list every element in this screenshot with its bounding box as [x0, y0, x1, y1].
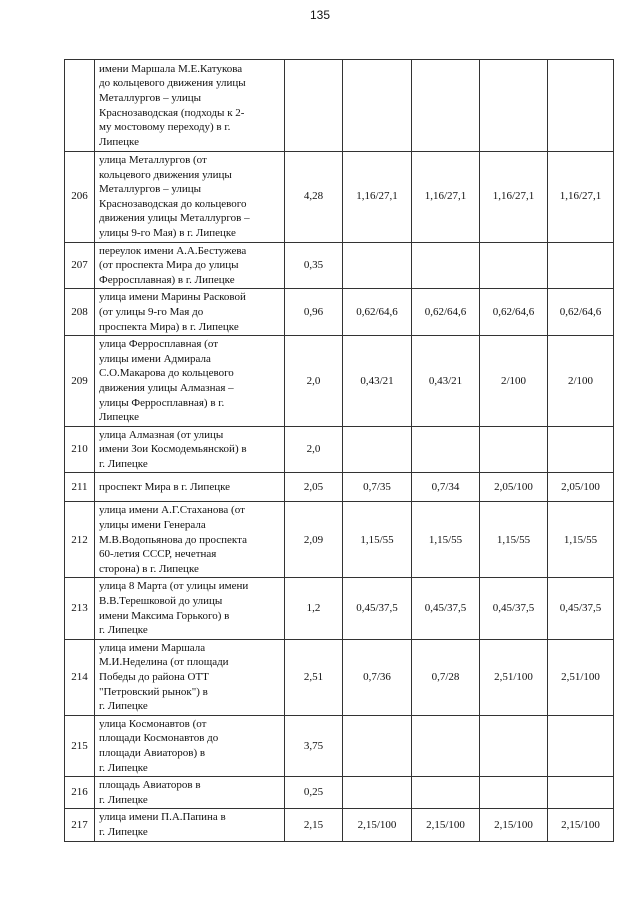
- value-cell-c5: 1,15/55: [548, 502, 614, 578]
- value-cell-c3: [412, 60, 480, 152]
- value-cell-c2: 1,15/55: [343, 502, 412, 578]
- street-name-line: г. Липецке: [99, 793, 148, 806]
- row-number-cell: 209: [65, 336, 95, 427]
- street-name-line: улица 8 Марта (от улицы имени: [99, 580, 249, 593]
- value-cell-c2: [343, 60, 412, 152]
- street-name-cell: [95, 152, 285, 243]
- value-cell-c4: [480, 426, 548, 473]
- street-name-line: до кольцевого движения улицы: [99, 77, 246, 90]
- value-cell-c3: 1,15/55: [412, 502, 480, 578]
- value-cell-c1: 1,2: [285, 578, 343, 639]
- value-cell-c1: 2,0: [285, 426, 343, 473]
- street-name-line: г. Липецке: [99, 825, 148, 838]
- table-row: [65, 426, 614, 473]
- table-row: [65, 639, 614, 715]
- value-cell-c5: [548, 242, 614, 289]
- table-row: [65, 242, 614, 289]
- value-cell-c4: 0,45/37,5: [480, 578, 548, 639]
- value-cell-c1: 2,51: [285, 639, 343, 715]
- row-number-cell: 208: [65, 289, 95, 336]
- value-cell-c2: 0,62/64,6: [343, 289, 412, 336]
- street-name-cell: [95, 639, 285, 715]
- street-name-line: сторона) в г. Липецке: [99, 562, 199, 575]
- street-name-line: улицы имени Генерала: [99, 519, 206, 532]
- value-cell-c5: [548, 715, 614, 776]
- street-name-line: г. Липецке: [99, 700, 148, 713]
- value-cell-c5: [548, 60, 614, 152]
- value-cell-c1: 0,25: [285, 777, 343, 809]
- street-name-cell: [95, 473, 285, 502]
- row-number-cell: 213: [65, 578, 95, 639]
- street-name-line: му мостовому переходу) в г.: [99, 121, 231, 134]
- value-cell-c2: 0,45/37,5: [343, 578, 412, 639]
- table-row: [65, 473, 614, 502]
- street-name-line: улица Металлургов (от: [99, 154, 207, 166]
- street-name-line: г. Липецке: [99, 624, 148, 637]
- value-cell-c3: 2,15/100: [412, 809, 480, 841]
- street-name-line: С.О.Макарова до кольцевого: [99, 367, 234, 380]
- value-cell-c3: 1,16/27,1: [412, 152, 480, 243]
- value-cell-c4: 1,15/55: [480, 502, 548, 578]
- table-row: [65, 777, 614, 809]
- value-cell-c5: [548, 426, 614, 473]
- value-cell-c3: [412, 242, 480, 289]
- value-cell-c5: 2,05/100: [548, 473, 614, 502]
- row-number-cell: 210: [65, 426, 95, 473]
- value-cell-c5: 1,16/27,1: [548, 152, 614, 243]
- table-row: [65, 502, 614, 578]
- street-name-line: улица имени А.Г.Стаханова (от: [99, 504, 245, 517]
- street-name-line: Победы до района ОТТ: [99, 671, 209, 683]
- value-cell-c1: [285, 60, 343, 152]
- street-name-line: г. Липецке: [99, 457, 148, 470]
- street-name-line: улица Алмазная (от улицы: [99, 428, 224, 441]
- street-name-line: улица имени Маршала: [99, 641, 206, 654]
- street-name-line: движения улицы Алмазная –: [99, 381, 234, 394]
- street-name-cell: [95, 289, 285, 336]
- street-name-line: Липецке: [99, 411, 139, 424]
- value-cell-c2: 1,16/27,1: [343, 152, 412, 243]
- value-cell-c4: 2,05/100: [480, 473, 548, 502]
- street-name-cell: [95, 578, 285, 639]
- value-cell-c1: 0,96: [285, 289, 343, 336]
- street-name-line: М.В.Водопьянова до проспекта: [99, 533, 247, 546]
- street-name-line: Краснозаводская (подходы к 2-: [99, 106, 245, 119]
- row-number-cell: 214: [65, 639, 95, 715]
- value-cell-c2: [343, 242, 412, 289]
- table-row: [65, 152, 614, 243]
- value-cell-c5: 0,45/37,5: [548, 578, 614, 639]
- street-name-line: улицы Ферросплавная) в г.: [99, 396, 225, 409]
- table-row: [65, 336, 614, 427]
- value-cell-c1: 3,75: [285, 715, 343, 776]
- street-name-cell: [95, 777, 285, 809]
- street-name-line: улица Космонавтов (от: [99, 717, 207, 730]
- value-cell-c2: [343, 426, 412, 473]
- value-cell-c1: 2,09: [285, 502, 343, 578]
- street-name-line: имени Максима Горького) в: [99, 609, 230, 622]
- row-number-cell: [65, 60, 95, 152]
- value-cell-c1: 0,35: [285, 242, 343, 289]
- street-name-cell: [95, 242, 285, 289]
- street-name-line: Ферросплавная) в г. Липецке: [99, 273, 235, 286]
- value-cell-c4: 2,15/100: [480, 809, 548, 841]
- value-cell-c4: [480, 777, 548, 809]
- value-cell-c1: 2,0: [285, 336, 343, 427]
- street-name-line: 60-летия СССР, нечетная: [99, 548, 217, 561]
- value-cell-c1: 2,05: [285, 473, 343, 502]
- street-name-line: проспект Мира в г. Липецке: [99, 481, 231, 494]
- value-cell-c5: 0,62/64,6: [548, 289, 614, 336]
- value-cell-c3: [412, 426, 480, 473]
- value-cell-c1: 2,15: [285, 809, 343, 841]
- value-cell-c2: 0,7/35: [343, 473, 412, 502]
- value-cell-c4: [480, 242, 548, 289]
- street-name-line: улица имени П.А.Папина в: [99, 811, 226, 824]
- value-cell-c4: [480, 60, 548, 152]
- street-name-line: переулок имени А.А.Бестужева: [99, 244, 247, 257]
- street-name-line: площади Космонавтов до: [99, 732, 219, 745]
- street-name-line: (от улицы 9-го Мая до: [99, 305, 204, 318]
- table-row: [65, 289, 614, 336]
- street-name-line: кольцевого движения улицы: [99, 168, 232, 181]
- table-row: [65, 809, 614, 841]
- street-name-line: улица имени Марины Расковой: [99, 291, 246, 304]
- street-name-line: г. Липецке: [99, 761, 148, 774]
- value-cell-c4: 2,51/100: [480, 639, 548, 715]
- table-body: [65, 60, 614, 842]
- value-cell-c5: 2,15/100: [548, 809, 614, 841]
- street-name-cell: [95, 60, 285, 152]
- value-cell-c2: 2,15/100: [343, 809, 412, 841]
- street-name-line: М.И.Неделина (от площади: [99, 656, 229, 669]
- table-row: [65, 578, 614, 639]
- value-cell-c4: 1,16/27,1: [480, 152, 548, 243]
- street-name-cell: [95, 809, 285, 841]
- street-name-line: проспекта Мира) в г. Липецке: [99, 320, 239, 333]
- value-cell-c2: 0,7/36: [343, 639, 412, 715]
- row-number-cell: 217: [65, 809, 95, 841]
- row-number-cell: 216: [65, 777, 95, 809]
- value-cell-c2: [343, 715, 412, 776]
- roads-table: [64, 59, 614, 842]
- street-name-line: улицы имени Адмирала: [99, 352, 211, 365]
- table-row: [65, 715, 614, 776]
- street-name-line: (от проспекта Мира до улицы: [99, 259, 239, 272]
- street-name-cell: [95, 715, 285, 776]
- page-number: 135: [309, 8, 331, 22]
- street-name-line: имени Зои Космодемьянской) в: [99, 443, 247, 456]
- value-cell-c3: 0,43/21: [412, 336, 480, 427]
- value-cell-c3: [412, 777, 480, 809]
- value-cell-c3: 0,7/28: [412, 639, 480, 715]
- value-cell-c4: [480, 715, 548, 776]
- row-number-cell: 207: [65, 242, 95, 289]
- row-number-cell: 206: [65, 152, 95, 243]
- value-cell-c4: 0,62/64,6: [480, 289, 548, 336]
- street-name-line: площадь Авиаторов в: [99, 779, 201, 792]
- value-cell-c5: 2,51/100: [548, 639, 614, 715]
- street-name-line: улица Ферросплавная (от: [99, 338, 218, 351]
- street-name-cell: [95, 502, 285, 578]
- street-name-line: "Петровский рынок") в: [99, 685, 208, 698]
- value-cell-c2: 0,43/21: [343, 336, 412, 427]
- value-cell-c3: 0,62/64,6: [412, 289, 480, 336]
- value-cell-c3: 0,45/37,5: [412, 578, 480, 639]
- street-name-line: площади Авиаторов) в: [99, 746, 206, 759]
- street-name-line: движения улицы Металлургов –: [99, 212, 250, 225]
- street-name-line: имени Маршала М.Е.Катукова: [99, 62, 243, 75]
- table-row: [65, 60, 614, 152]
- value-cell-c2: [343, 777, 412, 809]
- street-name-line: Краснозаводская до кольцевого: [99, 197, 247, 210]
- street-name-line: улицы 9-го Мая) в г. Липецке: [99, 226, 236, 239]
- street-name-line: Металлургов – улицы: [99, 91, 202, 104]
- row-number-cell: 215: [65, 715, 95, 776]
- value-cell-c5: [548, 777, 614, 809]
- row-number-cell: 211: [65, 473, 95, 502]
- value-cell-c3: 0,7/34: [412, 473, 480, 502]
- value-cell-c1: 4,28: [285, 152, 343, 243]
- value-cell-c4: 2/100: [480, 336, 548, 427]
- street-name-line: Металлургов – улицы: [99, 183, 202, 196]
- street-name-line: В.В.Терешковой до улицы: [99, 595, 223, 608]
- street-name-cell: [95, 336, 285, 427]
- row-number-cell: 212: [65, 502, 95, 578]
- value-cell-c5: 2/100: [548, 336, 614, 427]
- street-name-cell: [95, 426, 285, 473]
- value-cell-c3: [412, 715, 480, 776]
- street-name-line: Липецке: [99, 135, 139, 148]
